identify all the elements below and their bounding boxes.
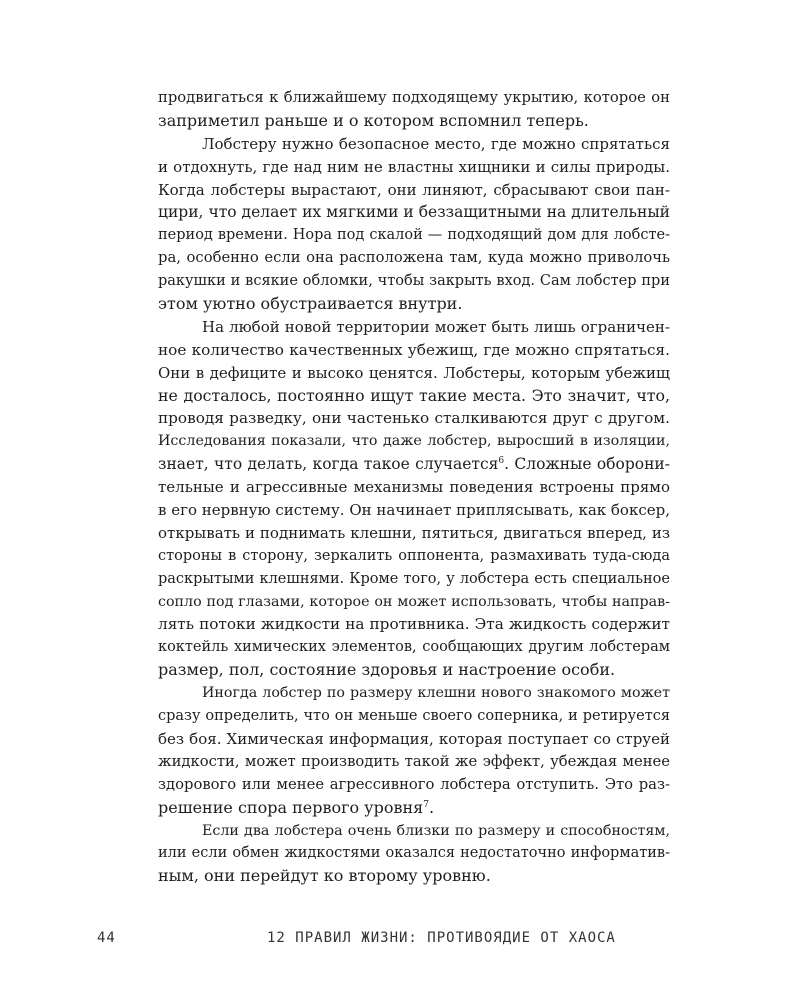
text-line: раскрытыми клешнями. Кроме того, у лобстера есть специальное [158, 570, 670, 587]
text-line [158, 453, 670, 476]
text-line: Когда лобстеры вырастают, они линяют, сбрасывают свои пан- [158, 180, 670, 199]
text-line: Они в дефиците и высоко ценятся. Лобстеры, которым убежищ [158, 363, 670, 382]
text-line: продвигаться к ближайшему подходящему укрытию, которое он [158, 89, 670, 106]
text-line: открывать и поднимать клешни, пятиться, двигаться вперед, из [158, 523, 670, 542]
text-line: период времени. Нора под скалой — подходящий дом для лобсте- [158, 227, 670, 244]
text-line: и отдохнуть, где над ним не властны хищники и силы природы. [158, 157, 670, 176]
text-line: ра, особенно если она расположена там, куда можно приволочь [158, 249, 670, 267]
running-title: 12 ПРАВИЛ ЖИЗНИ: ПРОТИВОЯДИЕ ОТ ХАОСА [267, 930, 616, 946]
text-line: коктейль химических элементов, сообщающих другим лобстерам [158, 639, 670, 656]
text-line: жидкости, может производить такой же эффект, убеждая менее [158, 752, 670, 770]
text-line: этом уютно обустраивается внутри. [158, 294, 463, 314]
text-line: ное количество качественных убежищ, где можно спрятаться. [158, 340, 670, 359]
text-fragment: . [428, 797, 435, 817]
text-line: не досталось, постоянно ищут такие места. Это значит, что, [158, 385, 670, 405]
text-line: здорового или менее агрессивного лобстера отступить. Это раз- [158, 775, 670, 793]
book-page-text [158, 87, 670, 888]
text-line: сразу определить, что он меньше своего соперника, и ретируется [158, 708, 670, 725]
text-line: в его нервную систему. Он начинает приплясывать, как боксер, [158, 501, 670, 520]
text-line: Если два лобстера очень близки по размеру и способностям, [202, 822, 670, 839]
footnote-marker: 6 [498, 456, 505, 467]
text-line: ным, они перейдут ко второму уровню. [158, 866, 491, 886]
text-line: без боя. Химическая информация, которая поступает со струей [158, 729, 670, 748]
text-line: тельные и агрессивные механизмы поведения встроены прямо [158, 478, 670, 497]
text-fragment: . Сложные оборони- [504, 455, 670, 474]
text-line: Исследования показали, что даже лобстер, выросший в изоляции, [158, 433, 670, 450]
text-line: проводя разведку, они частенько сталкиваются друг с другом. [158, 409, 670, 428]
text-line: На любой новой территории может быть лишь ограничен- [202, 317, 670, 336]
text-line: стороны в сторону, зеркалить оппонента, размахивать туда-сюда [158, 547, 670, 564]
text-line: Лобстеру нужно безопасное место, где можно спрятаться [202, 134, 670, 153]
text-line: сопло под глазами, которое он может использовать, чтобы направ- [158, 593, 670, 610]
page-number: 44 [97, 930, 116, 946]
text-line: заприметил раньше и о котором вспомнил теперь. [158, 110, 589, 130]
text-fragment: решение спора первого уровня [158, 797, 424, 817]
text-line: ракушки и всякие обломки, чтобы закрыть вход. Сам лобстер при [158, 273, 670, 290]
text-line: Иногда лобстер по размеру клешни нового знакомого может [202, 685, 670, 702]
text-line: или если обмен жидкостями оказался недостаточно информатив- [158, 845, 670, 862]
text-line: цири, что делает их мягкими и беззащитными на длительный [158, 203, 670, 222]
text-line: размер, пол, состояние здоровья и настроение особи. [158, 660, 616, 680]
text-line: лять потоки жидкости на противника. Эта жидкость содержит [158, 615, 670, 634]
footnote-marker: 7 [423, 799, 429, 810]
text-line [158, 797, 670, 820]
text-fragment: знает, что делать, когда такое случается [158, 455, 499, 474]
